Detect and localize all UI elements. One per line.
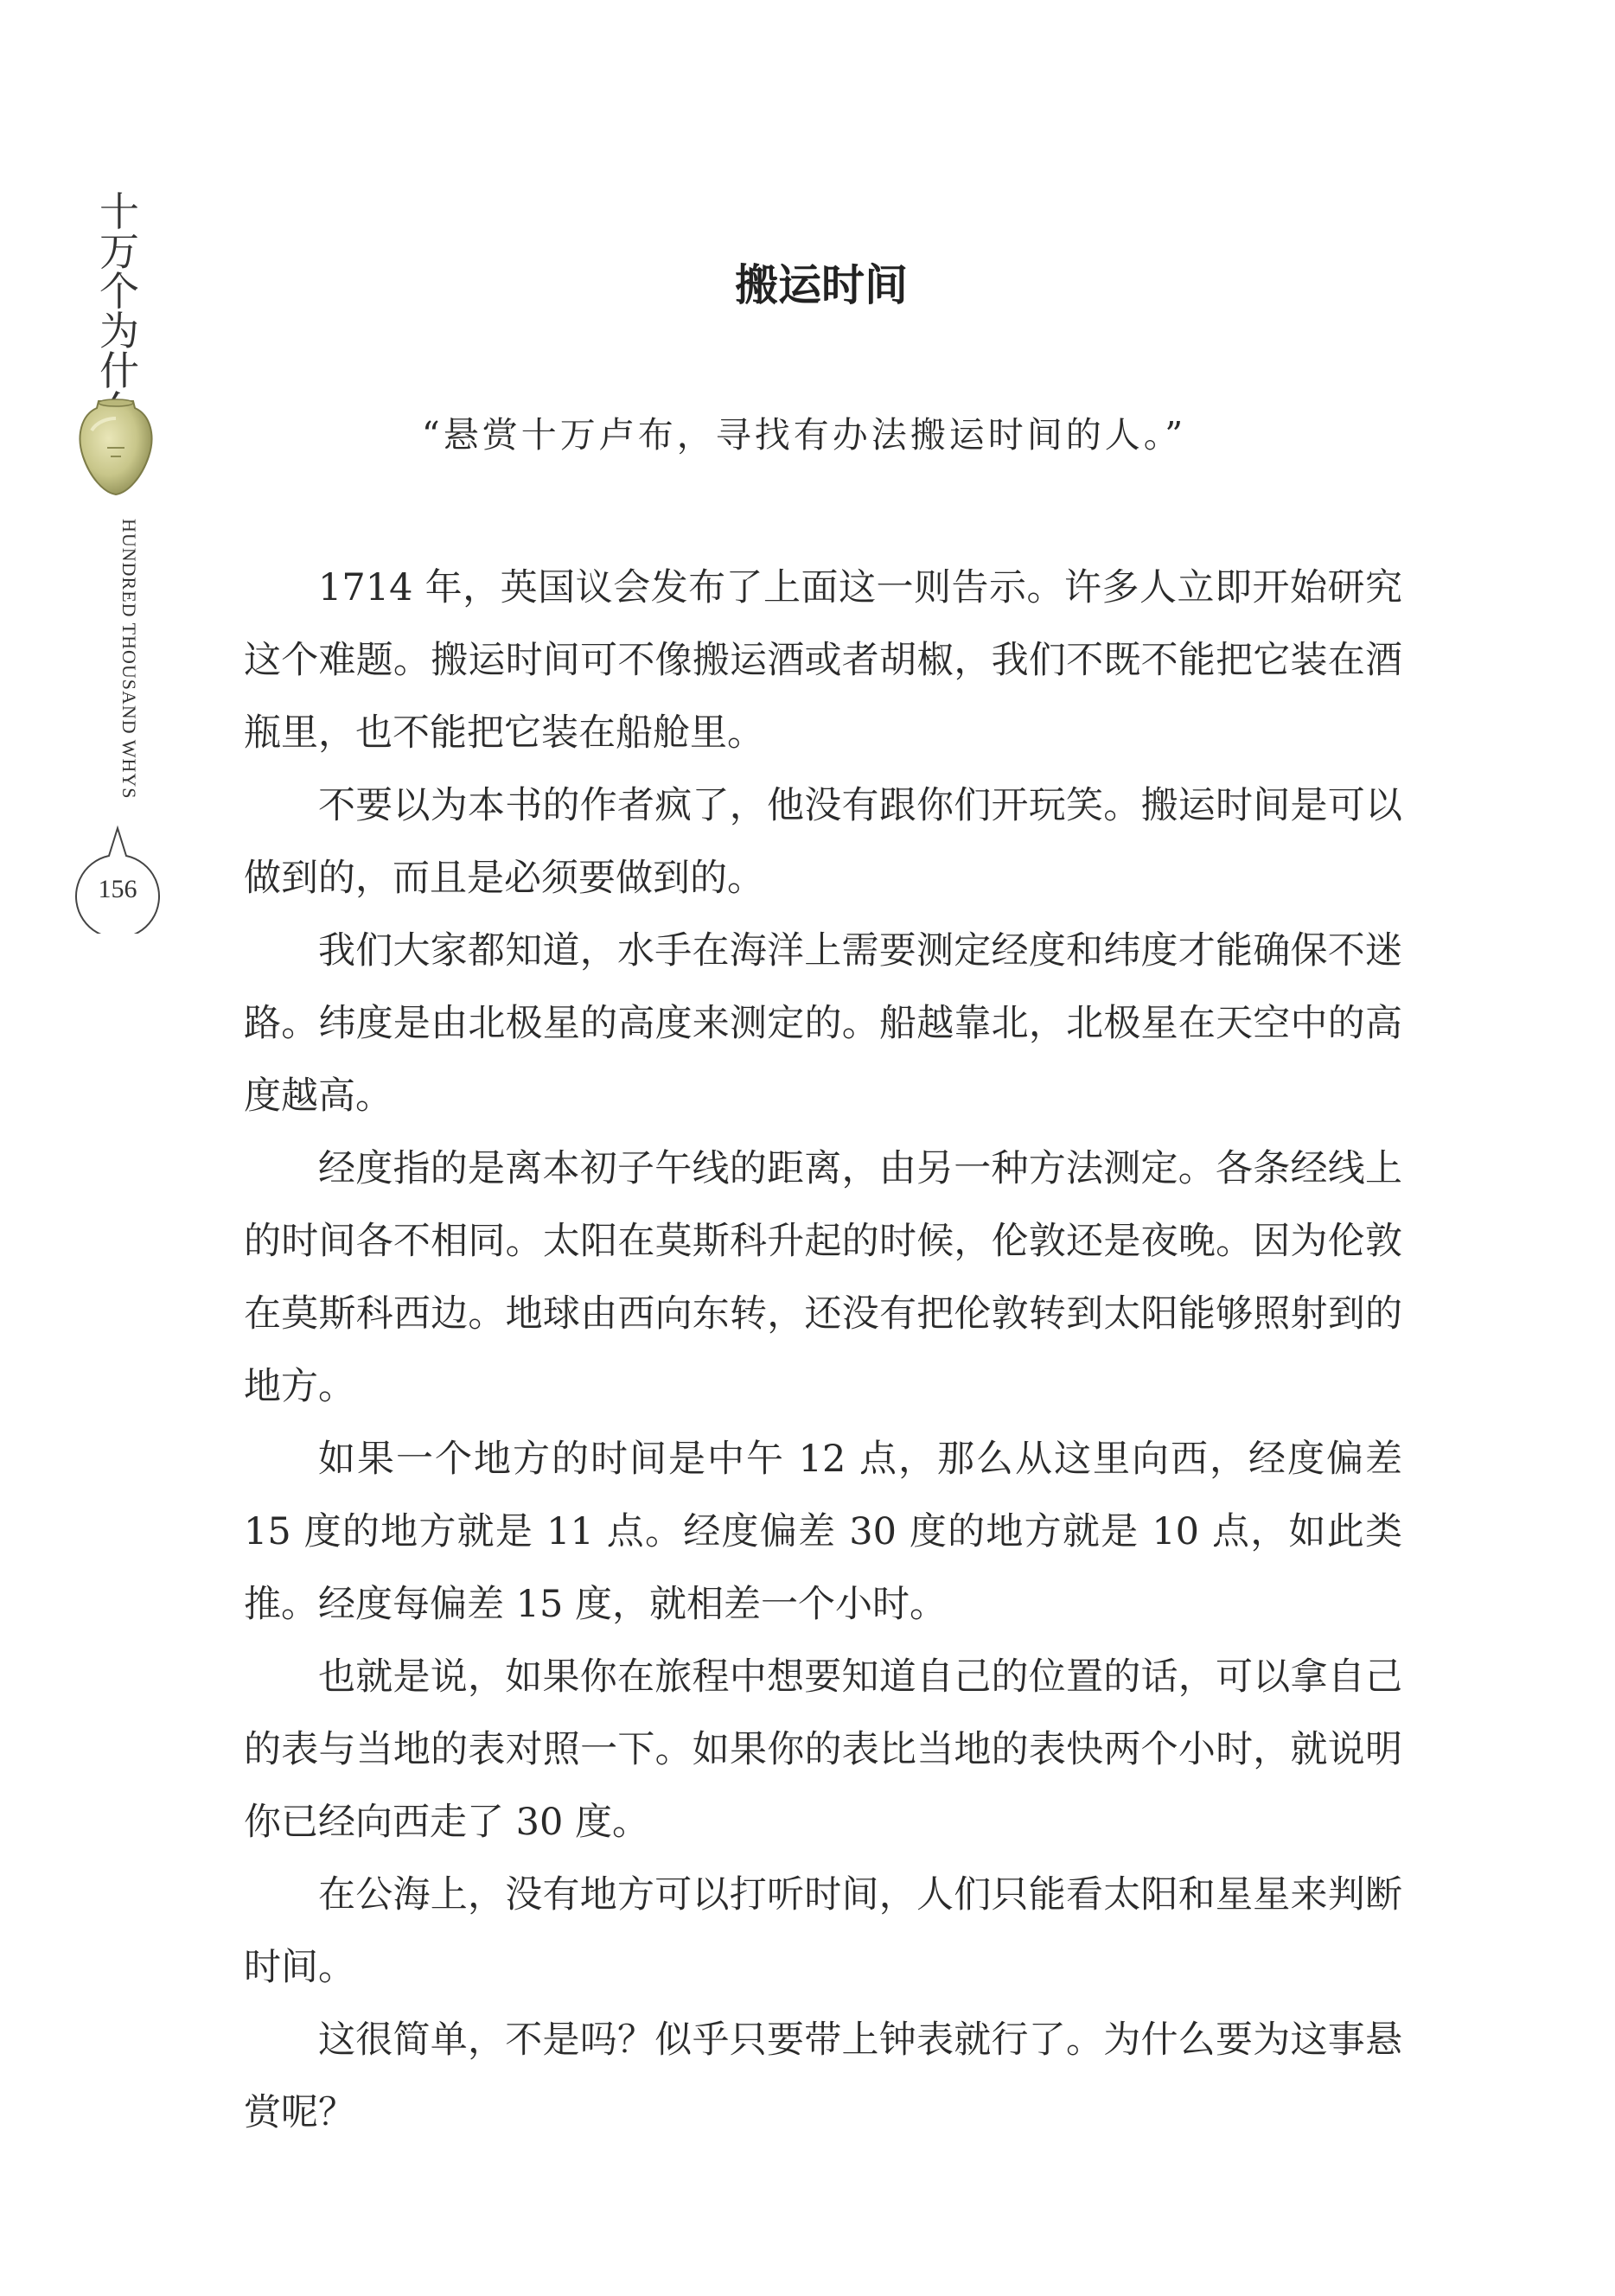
paragraph: 在公海上，没有地方可以打听时间，人们只能看太阳和星星来判断时间。 [244, 1873, 1402, 1989]
book-title-char: 什 [99, 348, 139, 394]
paragraph: 1714 年，英国议会发布了上面这一则告示。许多人立即开始研究这个难题。搬运时间可不像搬运酒或者胡椒，我们不既不能把它装在酒瓶里，也不能把它装在船舱里。 [244, 566, 1402, 755]
book-title-english: HUNDRED THOUSAND WHYS [118, 519, 140, 800]
book-title-char: 十 [99, 188, 139, 235]
book-title-char: 为 [99, 308, 139, 354]
page-number: 156 [98, 875, 137, 903]
paragraph: 也就是说，如果你在旅程中想要知道自己的位置的话，可以拿自己的表与当地的表对照一下。如果你的表比当地的表快两个小时，就说明你已经向西走了 30 度。 [244, 1655, 1402, 1844]
paragraph: 经度指的是离本初子午线的距离，由另一种方法测定。各条经线上的时间各不相同。太阳在莫斯科升起的时候，伦敦还是夜晚。因为伦敦在莫斯科西边。地球由西向东转，还没有把伦敦转到太阳能够照射到的地方。 [244, 1147, 1402, 1408]
paragraph: 不要以为本书的作者疯了，他没有跟你们开玩笑。搬运时间是可以做到的，而且是必须要做到的。 [244, 784, 1402, 900]
paragraph: 如果一个地方的时间是中午 12 点，那么从这里向西，经度偏差 15 度的地方就是 11 点。经度偏差 30 度的地方就是 10 点，如此类推。经度每偏差 15 度，就相差一个小时。 [244, 1438, 1402, 1626]
article-quote: “悬赏十万卢布，寻找有办法搬运时间的人。” [421, 414, 1187, 456]
article-body [244, 552, 1402, 2149]
book-title-char: 个 [99, 268, 139, 315]
vase-icon [73, 396, 159, 500]
paragraph: 这很简单，不是吗？似乎只要带上钟表就行了。为什么要为这事悬赏呢？ [244, 2019, 1402, 2134]
page-number-badge [67, 821, 168, 934]
book-title-vertical [93, 188, 145, 430]
article-title: 搬运时间 [735, 260, 908, 310]
book-title-char: 万 [99, 228, 139, 275]
paragraph: 我们大家都知道，水手在海洋上需要测定经度和纬度才能确保不迷路。纬度是由北极星的高度来测定的。船越靠北，北极星在天空中的高度越高。 [244, 929, 1402, 1118]
